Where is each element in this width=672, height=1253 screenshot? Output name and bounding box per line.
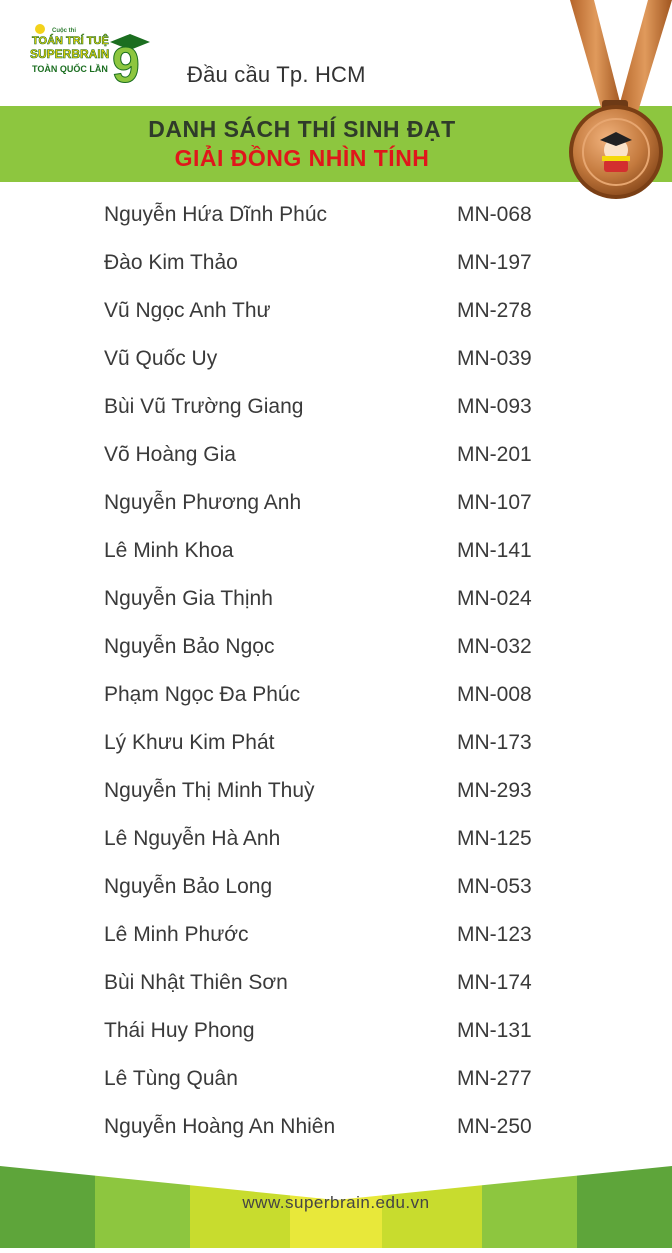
candidate-name: Nguyễn Hoàng An Nhiên xyxy=(104,1115,336,1138)
list-item xyxy=(0,625,672,673)
candidate-code: MN-293 xyxy=(457,779,532,802)
candidate-code: MN-173 xyxy=(457,731,532,754)
lightbulb-icon xyxy=(35,24,45,34)
logo-number: 9 xyxy=(112,37,140,86)
list-item xyxy=(0,1057,672,1105)
candidate-code: MN-197 xyxy=(457,251,532,274)
logo-line3: SUPERBRAIN xyxy=(30,47,110,61)
candidate-name: Vũ Ngọc Anh Thư xyxy=(104,299,271,322)
candidate-name: Nguyễn Phương Anh xyxy=(104,491,302,514)
candidate-code: MN-201 xyxy=(457,443,532,466)
logo-line2: TOÁN TRÍ TUỆ xyxy=(32,35,109,47)
list-item xyxy=(0,529,672,577)
candidate-code: MN-278 xyxy=(457,299,532,322)
candidate-name: Bùi Vũ Trường Giang xyxy=(104,395,304,418)
candidate-name: Nguyễn Thị Minh Thuỳ xyxy=(104,779,315,802)
candidate-name: Phạm Ngọc Đa Phúc xyxy=(104,683,301,706)
list-item xyxy=(0,481,672,529)
list-item xyxy=(0,865,672,913)
list-item xyxy=(0,1009,672,1057)
award-title: GIẢI ĐỒNG NHÌN TÍNH xyxy=(174,145,430,171)
candidate-name: Bùi Nhật Thiên Sơn xyxy=(104,971,288,994)
candidate-name: Thái Huy Phong xyxy=(104,1019,255,1042)
candidate-name: Lê Nguyễn Hà Anh xyxy=(104,827,281,850)
banner-title: DANH SÁCH THÍ SINH ĐẠT xyxy=(148,116,456,142)
candidate-code: MN-039 xyxy=(457,347,532,370)
list-item xyxy=(0,817,672,865)
candidate-code: MN-093 xyxy=(457,395,532,418)
candidate-name: Nguyễn Bảo Ngọc xyxy=(104,635,275,658)
candidate-code: MN-125 xyxy=(457,827,532,850)
candidate-code: MN-131 xyxy=(457,1019,532,1042)
list-item xyxy=(0,433,672,481)
candidate-code: MN-107 xyxy=(457,491,532,514)
bronze-medal-icon xyxy=(560,0,672,215)
candidate-code: MN-277 xyxy=(457,1067,532,1090)
candidate-name: Lý Khưu Kim Phát xyxy=(104,731,275,754)
list-item xyxy=(0,769,672,817)
candidate-name: Lê Tùng Quân xyxy=(104,1067,238,1090)
candidate-code: MN-068 xyxy=(457,203,532,226)
list-item xyxy=(0,241,672,289)
list-item xyxy=(0,193,672,241)
candidate-name: Võ Hoàng Gia xyxy=(104,443,236,466)
list-item xyxy=(0,721,672,769)
candidate-list xyxy=(0,193,672,1153)
candidate-code: MN-008 xyxy=(457,683,532,706)
superbrain-logo xyxy=(26,22,152,86)
candidate-code: MN-032 xyxy=(457,635,532,658)
candidate-code: MN-024 xyxy=(457,587,532,610)
list-item xyxy=(0,1105,672,1153)
list-item xyxy=(0,673,672,721)
candidate-code: MN-174 xyxy=(457,971,532,994)
list-item xyxy=(0,289,672,337)
logo-line4: TOÀN QUỐC LẦN xyxy=(32,64,108,74)
list-item xyxy=(0,913,672,961)
candidate-code: MN-123 xyxy=(457,923,532,946)
candidate-code: MN-053 xyxy=(457,875,532,898)
list-item xyxy=(0,385,672,433)
logo-line1: Cuộc thi xyxy=(52,28,76,34)
candidate-name: Nguyễn Bảo Long xyxy=(104,875,273,898)
list-item xyxy=(0,961,672,1009)
candidate-name: Nguyễn Hứa Dĩnh Phúc xyxy=(104,203,328,226)
website-link[interactable]: www.superbrain.edu.vn xyxy=(242,1193,430,1212)
candidate-name: Đào Kim Thảo xyxy=(104,251,238,274)
candidate-name: Vũ Quốc Uy xyxy=(104,347,218,370)
candidate-code: MN-250 xyxy=(457,1115,532,1138)
location-subtitle: Đầu cầu Tp. HCM xyxy=(187,62,366,87)
candidate-name: Lê Minh Khoa xyxy=(104,539,234,562)
candidate-name: Lê Minh Phước xyxy=(104,923,249,946)
list-item xyxy=(0,577,672,625)
candidate-name: Nguyễn Gia Thịnh xyxy=(104,587,273,610)
candidate-code: MN-141 xyxy=(457,539,532,562)
list-item xyxy=(0,337,672,385)
